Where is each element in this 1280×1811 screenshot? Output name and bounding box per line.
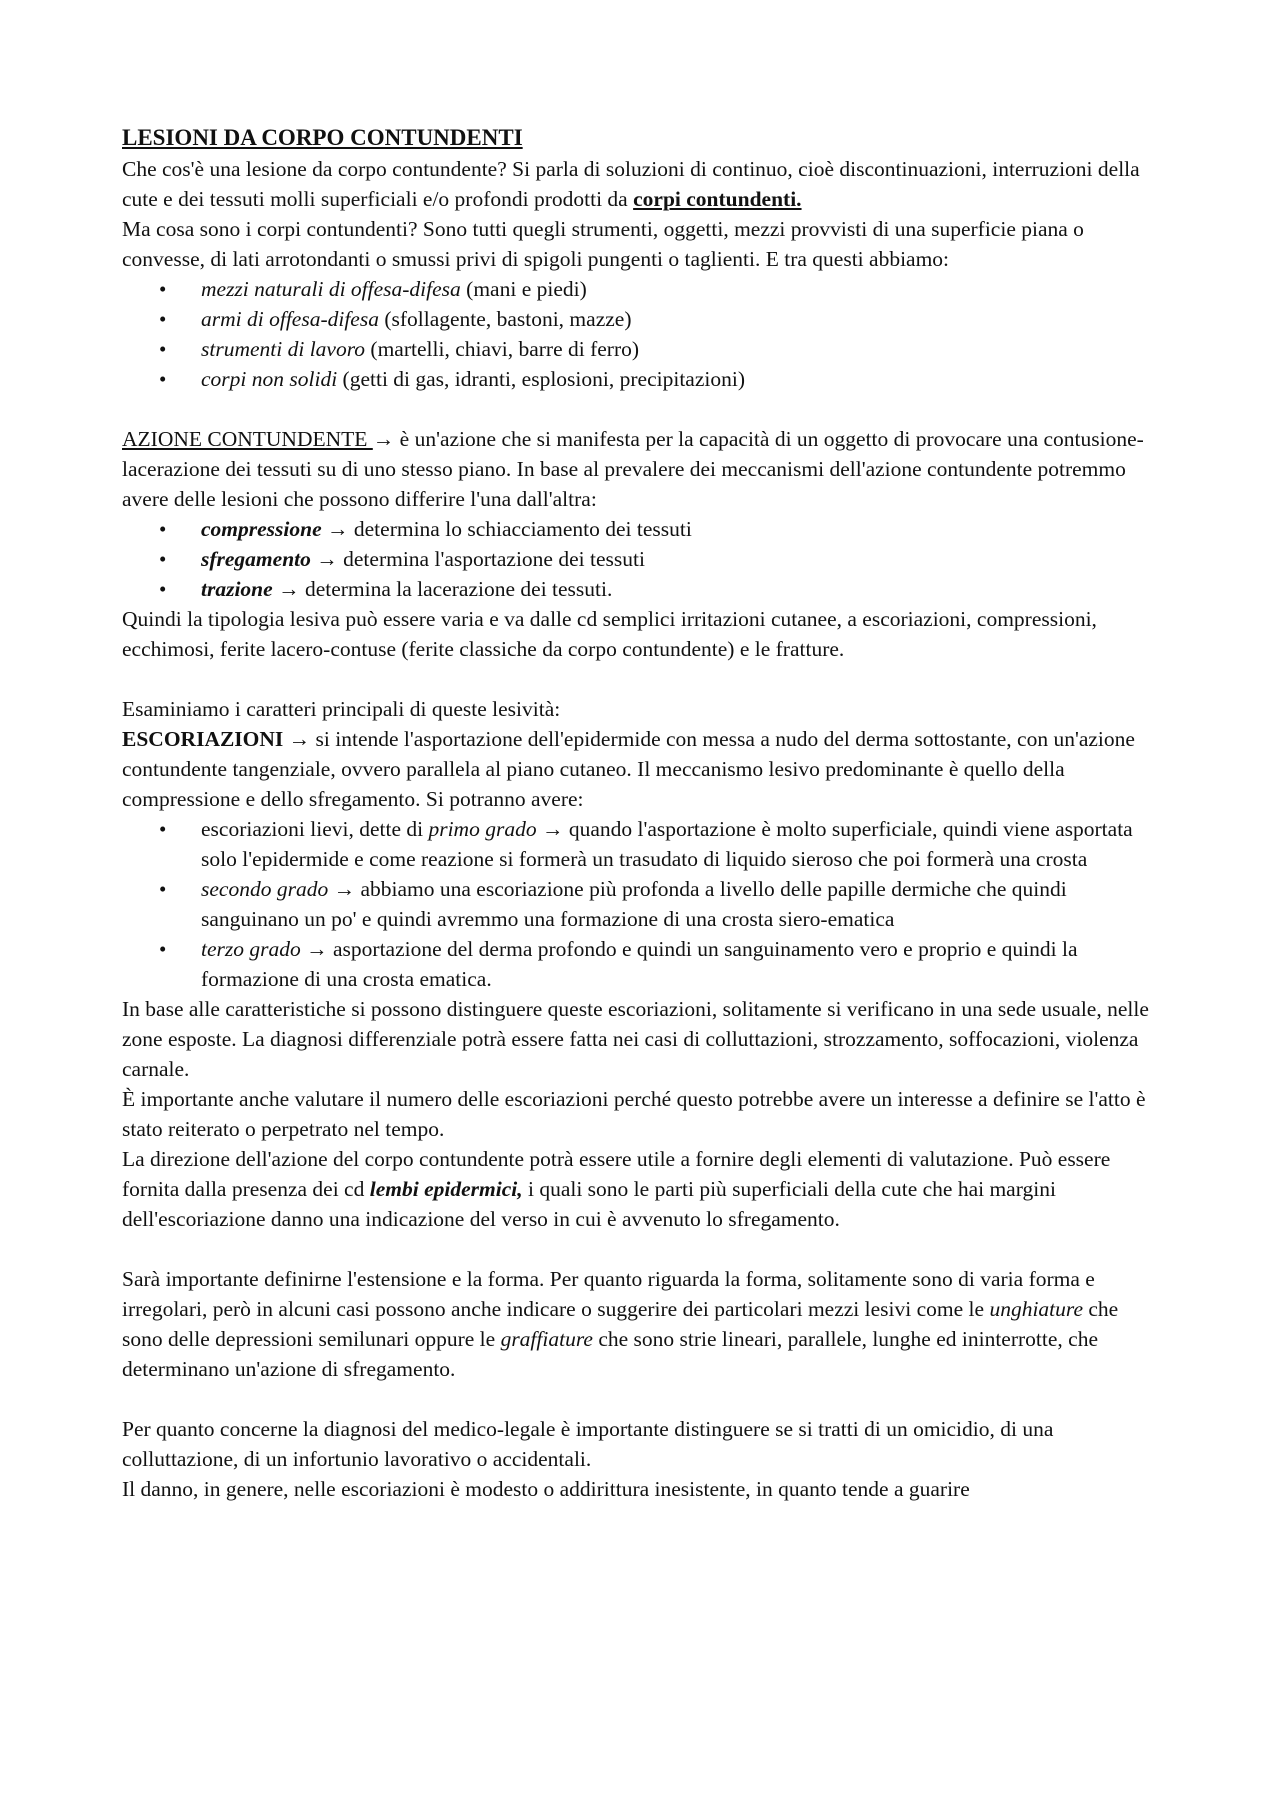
list-item: • mezzi naturali di offesa-difesa (mani e piedi) (201, 274, 1162, 304)
mechanisms-list (122, 514, 1162, 604)
list-item: • escoriazioni lievi, dette di primo grado → quando l'asportazione è molto superficiale, quindi viene asportata solo l'epidermide e come reazione si formerà un trasudato di liquido sieroso che poi formerà una crosta (201, 814, 1162, 874)
intro-paragraph (122, 154, 1162, 214)
intro-text: Che cos'è una lesione da corpo contundente? Si parla di soluzioni di continuo, cioè discontinuazioni, interruzioni della cute e dei tessuti molli superficiali e/o profondi prodotti da (122, 157, 1140, 211)
esaminiamo-line: Esaminiamo i caratteri principali di queste lesività: (122, 697, 561, 721)
list-item: • compressione → determina lo schiacciamento dei tessuti (201, 514, 1162, 544)
spacer (122, 394, 1162, 424)
tipologia-paragraph: Quindi la tipologia lesiva può essere varia e va dalle cd semplici irritazioni cutanee, a escoriazioni, compressioni, ecchimosi, ferite lacero-contuse (ferite classiche da corpo contundente) e le fratture. (122, 607, 1097, 661)
list-item: • sfregamento → determina l'asportazione dei tessuti (201, 544, 1162, 574)
page-title: LESIONI DA CORPO CONTUNDENTI (122, 125, 523, 150)
escoriazioni-paragraph: ESCORIAZIONI → si intende l'asportazione dell'epidermide con messa a nudo del derma sottostante, con un'azione contundente tangenziale, ovvero parallela al piano cutaneo. Il meccanismo lesivo predominante è quello della compressione e dello sfregamento. Si potranno avere: (122, 727, 1135, 811)
spacer (122, 1384, 1162, 1414)
intro-emphasis: corpi contundenti. (633, 187, 802, 211)
spacer (122, 1234, 1162, 1264)
document-page (122, 122, 1162, 1504)
definition-paragraph: Ma cosa sono i corpi contundenti? Sono tutti quegli strumenti, oggetti, mezzi provvisti di una superficie piana o convesse, di lati arrotondanti o smussi privi di spigoli pungenti o taglienti. E tra questi abbiamo: (122, 217, 1084, 271)
body-paragraph: Per quanto concerne la diagnosi del medico-legale è importante distinguere se si tratti di un omicidio, di una colluttazione, di un infortunio lavorativo o accidentali. (122, 1417, 1054, 1471)
forma-paragraph: Sarà importante definirne l'estensione e la forma. Per quanto riguarda la forma, solitamente sono di varia forma e irregolari, però in alcuni casi possono anche indicare o suggerire dei particolari mezzi lesivi come le unghiature che sono delle depressioni semilunari oppure le graffiature che sono strie lineari, parallele, lunghe ed ininterrotte, che determinano un'azione di sfregamento. (122, 1267, 1119, 1381)
list-item: • secondo grado → abbiamo una escoriazione più profonda a livello delle papille dermiche che quindi sanguinano un po' e quindi avremmo una formazione di una crosta siero-ematica (201, 874, 1162, 934)
list-item: • strumenti di lavoro (martelli, chiavi, barre di ferro) (201, 334, 1162, 364)
azione-heading: AZIONE CONTUNDENTE (122, 427, 373, 451)
azione-paragraph: AZIONE CONTUNDENTE → è un'azione che si manifesta per la capacità di un oggetto di provocare una contusione-lacerazione dei tessuti su di uno stesso piano. In base al prevalere dei meccanismi dell'azione contundente potremmo avere delle lesioni che possono differire l'una dall'altra: (122, 427, 1144, 511)
escoriazioni-heading: ESCORIAZIONI (122, 727, 284, 751)
body-paragraph: La direzione dell'azione del corpo contundente potrà essere utile a fornire degli elementi di valutazione. Può essere fornita dalla presenza dei cd lembi epidermici, i quali sono le parti più superficiali della cute che hai margini dell'escoriazione danno una indicazione del verso in cui è avvenuto lo sfregamento. (122, 1147, 1111, 1231)
body-paragraph: In base alle caratteristiche si possono distinguere queste escoriazioni, solitamente si verificano in una sede usuale, nelle zone esposte. La diagnosi differenziale potrà essere fatta nei casi di colluttazioni, strozzamento, soffocazioni, violenza carnale. (122, 997, 1149, 1081)
body-paragraph: È importante anche valutare il numero delle escoriazioni perché questo potrebbe avere un interesse a definire se l'atto è stato reiterato o perpetrato nel tempo. (122, 1087, 1146, 1141)
list-item: • trazione → determina la lacerazione dei tessuti. (201, 574, 1162, 604)
list-item: • terzo grado → asportazione del derma profondo e quindi un sanguinamento vero e proprio e quindi la formazione di una crosta ematica. (201, 934, 1162, 994)
list-item: • armi di offesa-difesa (sfollagente, bastoni, mazze) (201, 304, 1162, 334)
blunt-objects-list (122, 274, 1162, 394)
grades-list (122, 814, 1162, 994)
body-paragraph: Il danno, in genere, nelle escoriazioni è modesto o addirittura inesistente, in quanto tende a guarire (122, 1477, 970, 1501)
list-item: • corpi non solidi (getti di gas, idranti, esplosioni, precipitazioni) (201, 364, 1162, 394)
lembi-term: lembi epidermici, (369, 1177, 523, 1201)
spacer (122, 664, 1162, 694)
